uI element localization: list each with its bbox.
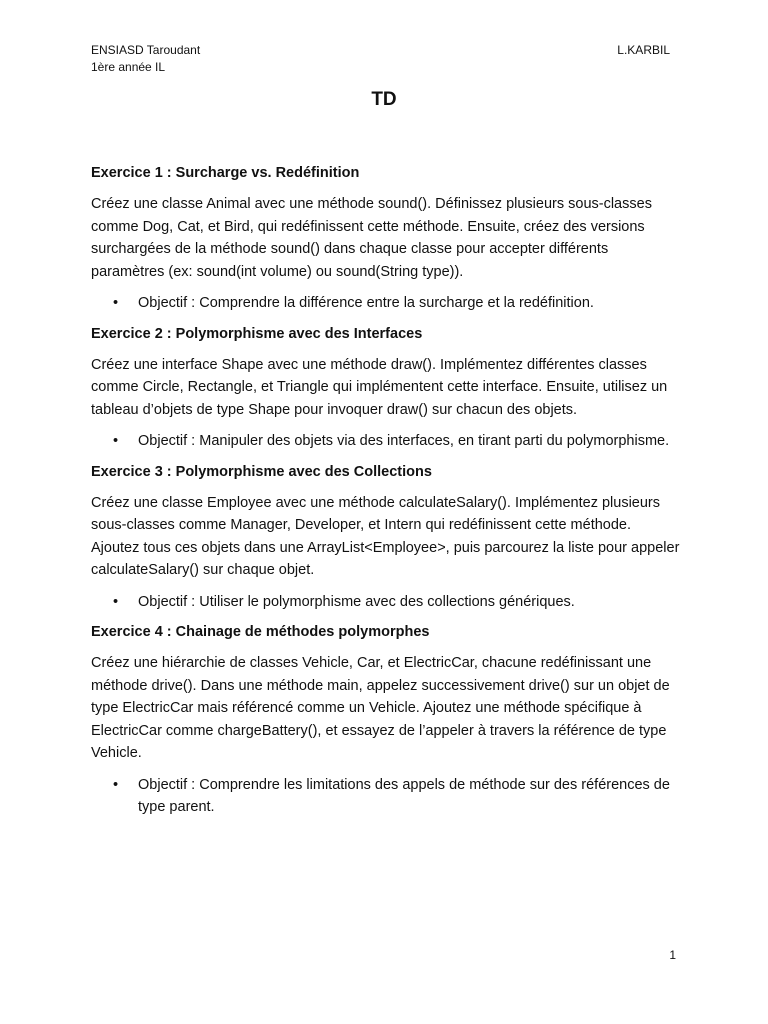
objective-text: Objectif : Comprendre les limitations des appels de méthode sur des références de type parent.	[138, 776, 670, 815]
exercise-objective	[91, 774, 681, 819]
exercise-title: Exercice 2 : Polymorphisme avec des Interfaces	[91, 325, 423, 342]
page-number: 1	[669, 948, 676, 962]
exercise-objective	[91, 430, 681, 453]
author-name: L.KARBIL	[617, 43, 670, 57]
school-name: ENSIASD Taroudant	[91, 43, 201, 57]
objective-text: Objectif : Utiliser le polymorphisme avec des collections génériques.	[138, 593, 575, 610]
bullet-icon: •	[113, 593, 119, 610]
objective-text: Objectif : Manipuler des objets via des interfaces, en tirant parti du polymorphisme.	[138, 433, 670, 449]
exercises-content	[91, 163, 681, 828]
exercise-3	[91, 462, 681, 614]
exercise-body: Créez une classe Animal avec une méthode sound(). Définissez plusieurs sous-classes comme Dog, Cat, et Bird, qui redéfinissent cette méthode. Ensuite, créez des versions surchargées de la méthode sound() dans chaque classe pour accepter différents paramètres (ex: sound(int volume) ou sound(String type)).	[91, 196, 652, 280]
bullet-icon: •	[113, 295, 119, 311]
objective-text: Objectif : Comprendre la différence entre la surcharge et la redéfinition.	[138, 295, 594, 311]
exercise-body: Créez une hiérarchie de classes Vehicle, Car, et ElectricCar, chacune redéfinissant une méthode drive(). Dans une méthode main, appelez successivement drive() sur un objet de type ElectricCar mais référencé comme un Vehicle. Ajoutez une méthode spécifique à ElectricCar comme chargeBattery(), et essayez de l’appeler à travers la référence de type Vehicle.	[91, 655, 670, 761]
exercise-objective	[91, 591, 681, 614]
bullet-icon: •	[113, 433, 119, 449]
exercise-1	[91, 163, 681, 315]
header-left	[91, 42, 200, 76]
class-year: 1ère année IL	[91, 60, 166, 74]
exercise-4	[91, 622, 681, 819]
exercise-title: Exercice 4 : Chainage de méthodes polymorphes	[91, 624, 430, 640]
exercise-body: Créez une classe Employee avec une méthode calculateSalary(). Implémentez plusieurs sous-classes comme Manager, Developer, et Intern qui redéfinissent cette méthode. Ajoutez tous ces objets dans une ArrayList<Employee>, puis parcourez la liste pour appeler calculateSalary() sur chaque objet.	[91, 494, 680, 578]
page-title: TD	[371, 89, 397, 110]
exercise-title: Exercice 3 : Polymorphisme avec des Collections	[91, 463, 432, 480]
exercise-2	[91, 324, 681, 453]
exercise-title: Exercice 1 : Surcharge vs. Redéfinition	[91, 165, 360, 181]
bullet-icon: •	[113, 776, 119, 793]
exercise-objective	[91, 292, 681, 315]
exercise-body: Créez une interface Shape avec une méthode draw(). Implémentez différentes classes comme Circle, Rectangle, et Triangle qui implémentent cette interface. Ensuite, utilisez un tableau d’objets de type Shape pour invoquer draw() sur chacun des objets.	[91, 356, 668, 418]
